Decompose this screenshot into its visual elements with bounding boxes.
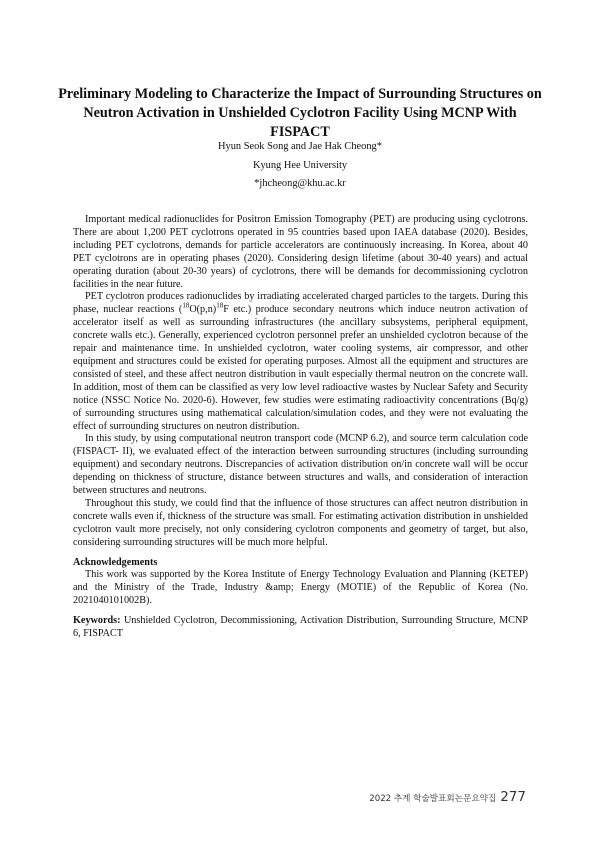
abstract-body (73, 214, 528, 641)
keywords-text: Unshielded Cyclotron, Decommissioning, Activation Distribution, Surrounding Structure, MCNP 6, FISPACT (73, 615, 528, 640)
page-number: 277 (500, 789, 526, 805)
corresponding-email: *jhcheong@khu.ac.kr (254, 178, 346, 189)
keywords-label: Keywords: (73, 615, 121, 627)
p2-superscript-2: 18 (216, 301, 224, 310)
title-line-1: Preliminary Modeling to Characterize the Impact of Surrounding Structures on (58, 86, 542, 102)
page-footer (369, 789, 526, 805)
title-line-2: Neutron Activation in Unshielded Cyclotron Facility Using MCNP With FISPACT (83, 105, 517, 140)
acknowledgements-heading: Acknowledgements (73, 556, 158, 568)
paragraph-1: Important medical radionuclides for Positron Emission Tomography (PET) are producing using cyclotrons. There are about 1,200 PET cyclotrons operated in 95 countries based upon IAEA database (2020). Besides, including PET cyclotrons, demands for particle accelerators are continuously increasing. In Korea, about 40 PET cyclotrons are in operating phases (2020). Considering design lifetime (about 30-40 years) and actual operating duration (about 20-30 years) of cyclotrons, there will be demands for decommissioning cyclotron facilities in the near future. (73, 214, 528, 290)
p2-text-c: F etc.) produce secondary neutrons which induce neutron activation of accelerator itself as well as surrounding infrastructures (the ancillary subsystems, peripheral equipment, concrete walls etc.). Generally, experienced cyclotron personnel prefer an unshielded cyclotron because of the repair and maintenance time. In unshielded cyclotron, water cooling systems, air compressor, and other equipment and structures could be existed for operating purposes. Almost all the equipment and structures are consisted of steel, and these affect neutron distribution in vault especially thermal neutron on the concrete wall. In addition, most of them can be classified as very low level radioactive wastes by Nuclear Safety and Security notice (NSSC Notice No. 2020-6). However, few studies were estimating radioactivity concentrations (Bq/g) of surrounding structures using mathematical calculation/simulation codes, and they were not evaluating the effect of surrounding structures on neutron distribution. (73, 304, 528, 432)
paper-title (52, 85, 548, 142)
p2-text-a: PET cyclotron produces radionuclides by irradiating accelerated charged particles to the targets. During this phase, nuclear reactions ( (73, 291, 528, 316)
authors: Hyun Seok Song and Jae Hak Cheong* (218, 141, 382, 152)
paragraph-4: Throughout this study, we could find that the influence of those structures can affect neutron distribution in concrete walls even if, thickness of the structure was small. For estimating activation distribution in unshielded cyclotron vault more precisely, not only considering cyclotron components and geometry of target, but also, considering surrounding structures will be much more helpful. (73, 497, 528, 548)
paragraph-2 (73, 291, 528, 433)
acknowledgements-text: This work was supported by the Korea Institute of Energy Technology Evaluation and Planning (KETEP) and the Ministry of the Trade, Industry &amp; Energy (MOTIE) of the Republic of Korea (No. 2021040101002B). (73, 569, 528, 607)
paragraph-3: In this study, by using computational neutron transport code (MCNP 6.2), and source term calculation code (FISPACT- II), we evaluated effect of the interaction between surrounding structures (including surrounding equipment) and secondary neutrons. Discrepancies of activation distribution on/in concrete wall will be occur depending on thickness of structure, distance between structures and walls, and consideration of interaction between structures and neutrons. (73, 433, 528, 497)
p2-text-b: O(p,n) (189, 304, 217, 316)
p2-superscript-1: 18 (182, 301, 190, 310)
conference-name: 2022 추계 학술발표회논문요약집 (369, 794, 497, 804)
keywords (73, 615, 528, 641)
affiliation: Kyung Hee University (252, 160, 348, 171)
